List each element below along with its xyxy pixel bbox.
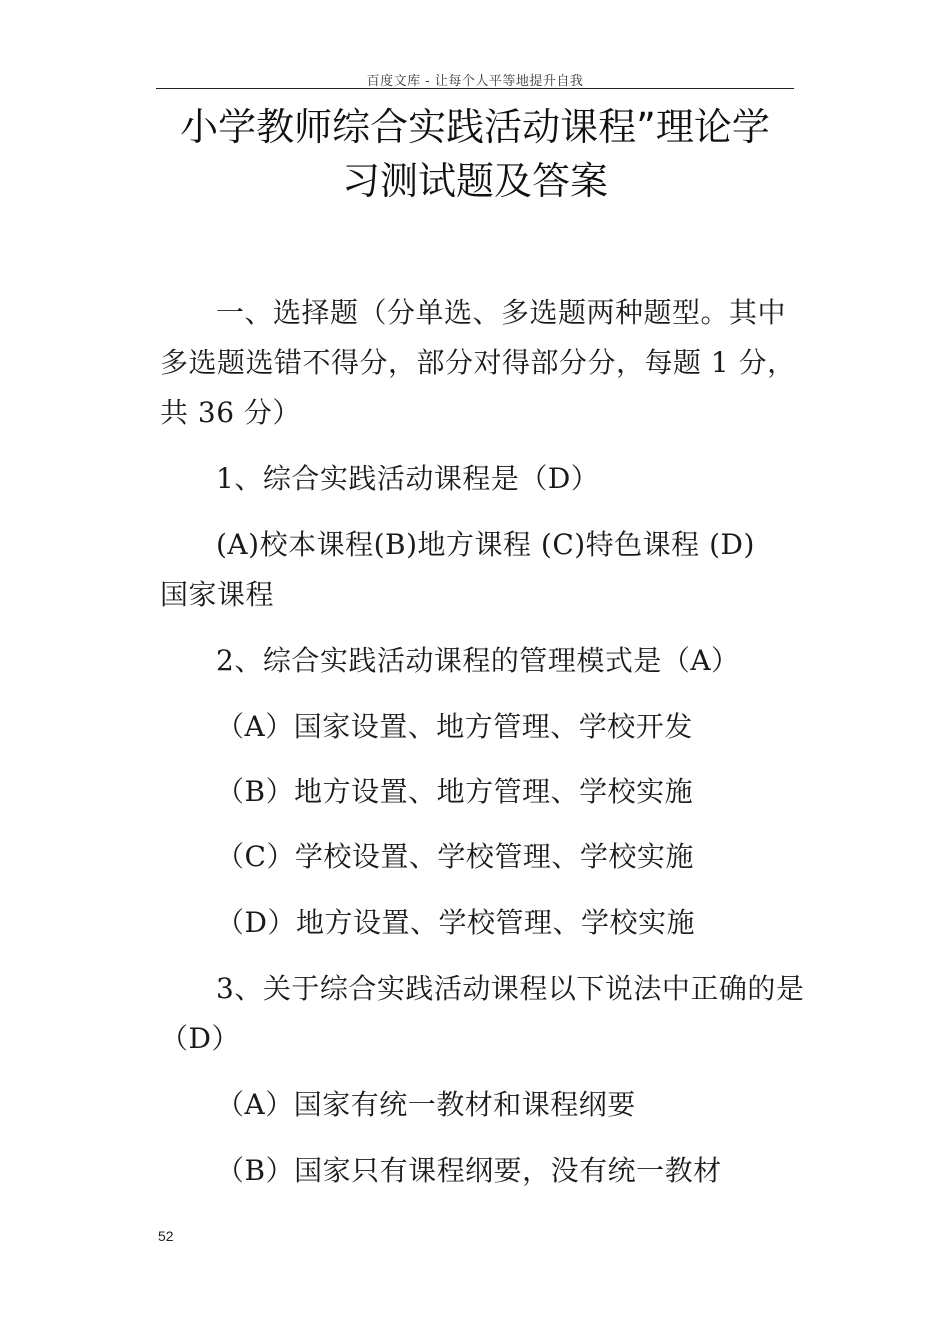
intro-line-2: 多选题选错不得分，部分对得部分分，每题 1 分， — [160, 346, 796, 379]
question-stem: 3、关于综合实践活动课程以下说法中正确的是 — [216, 972, 805, 1005]
question-option: （B）国家只有课程纲要，没有统一教材 — [216, 1154, 722, 1187]
question-stem: 2、综合实践活动课程的管理模式是（A） — [216, 644, 740, 677]
page-number: 52 — [158, 1228, 174, 1244]
title-line-2: 习测试题及答案 — [341, 159, 608, 203]
intro-line-1: 一、选择题（分单选、多选题两种题型。其中 — [216, 296, 787, 329]
question-option: （C）学校设置、学校管理、学校实施 — [216, 840, 694, 873]
document-title — [140, 100, 810, 208]
question-stem-continued: （D） — [160, 1022, 240, 1055]
page-header-text: 百度文库 - 让每个人平等地提升自我 — [366, 74, 584, 89]
question-option: （B）地方设置、地方管理、学校实施 — [216, 775, 694, 808]
question-option: （D）地方设置、学校管理、学校实施 — [216, 906, 695, 939]
question-option: (A)校本课程(B)地方课程 (C)特色课程 (D) — [216, 528, 755, 561]
question-option: 国家课程 — [160, 578, 275, 611]
header-divider — [156, 88, 794, 89]
intro-line-3: 共 36 分） — [160, 396, 301, 429]
title-line-1: 小学教师综合实践活动课程”理论学 — [180, 105, 770, 149]
question-option: （A）国家设置、地方管理、学校开发 — [216, 710, 693, 743]
question-stem: 1、综合实践活动课程是（D） — [216, 462, 600, 495]
question-option: （A）国家有统一教材和课程纲要 — [216, 1088, 636, 1121]
